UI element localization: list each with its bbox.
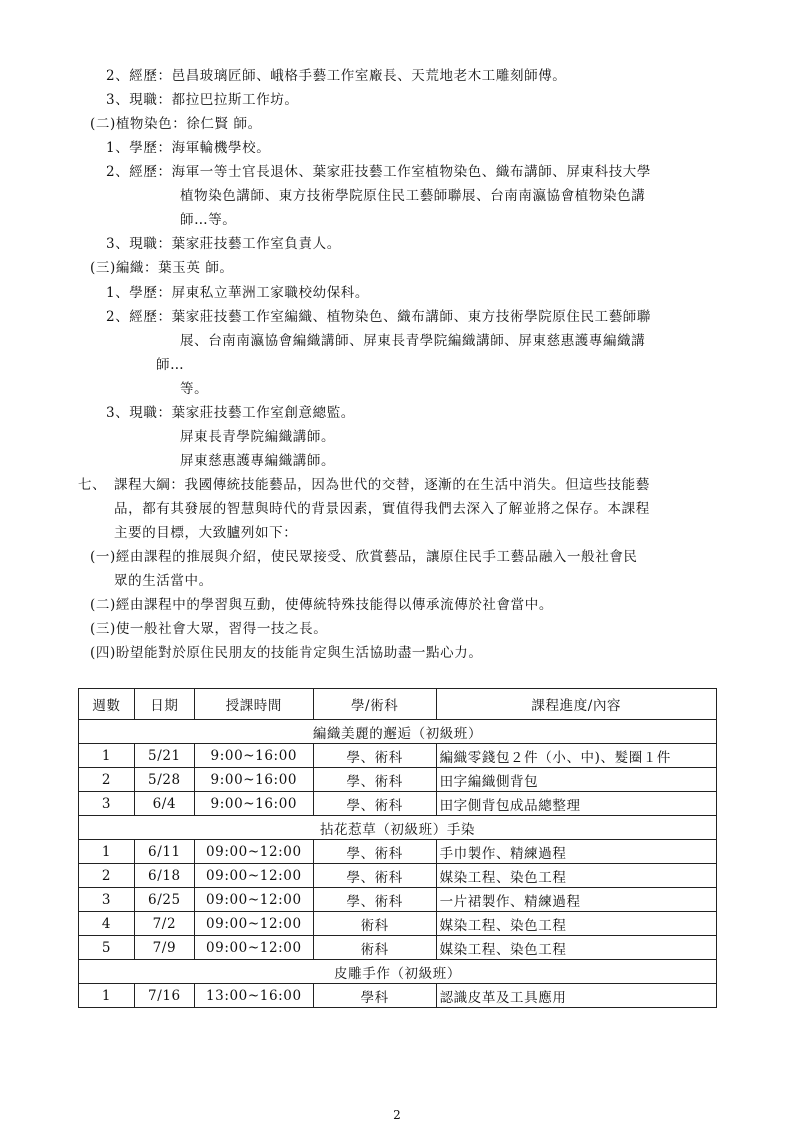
week-cell: 1 — [79, 984, 135, 1008]
time-cell: 9:00~16:00 — [194, 768, 313, 792]
type-cell: 學科 — [313, 984, 436, 1008]
date-cell: 5/28 — [134, 768, 194, 792]
time-cell: 09:00~12:00 — [194, 888, 313, 912]
text-line: 眾的生活當中。 — [114, 573, 213, 589]
content-cell: 田字側背包成品總整理 — [436, 792, 716, 816]
time-cell: 9:00~16:00 — [194, 792, 313, 816]
week-cell: 4 — [79, 912, 135, 936]
text-line: 2、經歷：海軍一等士官長退休、葉家莊技藝工作室植物染色、織布講師、屏東科技大學 — [106, 164, 651, 180]
date-cell: 6/18 — [134, 864, 194, 888]
text-line: 等。 — [180, 381, 209, 397]
text-line: 主要的目標，大致臚列如下： — [114, 525, 298, 541]
text-line: 3、現職：葉家莊技藝工作室負責人。 — [106, 236, 341, 252]
table-row — [79, 792, 717, 816]
table-row — [79, 984, 717, 1008]
date-cell: 6/11 — [134, 840, 194, 864]
table-row — [79, 864, 717, 888]
week-cell: 2 — [79, 768, 135, 792]
type-cell: 學、術科 — [313, 864, 436, 888]
content-cell: 編織零錢包２件（小、中)、髮圈１件 — [436, 744, 716, 768]
date-cell: 6/4 — [134, 792, 194, 816]
column-header: 日期 — [134, 689, 194, 720]
text-line: (二)經由課程中的學習與互動，使傳統特殊技能得以傳承流傳於社會當中。 — [90, 597, 553, 613]
table-section-row — [79, 816, 717, 840]
week-cell: 3 — [79, 888, 135, 912]
type-cell: 術科 — [313, 936, 436, 960]
content-cell: 媒染工程、染色工程 — [436, 936, 716, 960]
text-line: (四)盼望能對於原住民朋友的技能肯定與生活協助盡一點心力。 — [90, 645, 483, 661]
text-line: 師… — [156, 357, 185, 373]
column-header: 授課時間 — [194, 689, 313, 720]
column-header: 課程進度/內容 — [436, 689, 716, 720]
table-section-row — [79, 720, 717, 744]
course-schedule-table — [78, 688, 717, 1008]
text-line: 2、經歷：葉家莊技藝工作室編織、植物染色、織布講師、東方技術學院原住民工藝師聯 — [106, 309, 651, 325]
section-heading: (二)植物染色：徐仁賢 師。 — [90, 116, 262, 132]
table-row — [79, 840, 717, 864]
week-cell: 5 — [79, 936, 135, 960]
type-cell: 術科 — [313, 912, 436, 936]
date-cell: 6/25 — [134, 888, 194, 912]
text-line: 屏東慈惠護專編織講師。 — [180, 453, 336, 469]
table-row — [79, 768, 717, 792]
section-title: 編織美麗的邂逅（初級班） — [79, 720, 717, 744]
table-row — [79, 744, 717, 768]
content-cell: 一片裙製作、精練過程 — [436, 888, 716, 912]
text-line: 展、台南南瀛協會編織講師、屏東長青學院編織講師、屏東慈惠護專編織講 — [180, 333, 646, 349]
content-cell: 媒染工程、染色工程 — [436, 912, 716, 936]
content-cell: 媒染工程、染色工程 — [436, 864, 716, 888]
type-cell: 學、術科 — [313, 744, 436, 768]
type-cell: 學、術科 — [313, 888, 436, 912]
week-cell: 1 — [79, 840, 135, 864]
type-cell: 學、術科 — [313, 840, 436, 864]
date-cell: 7/2 — [134, 912, 194, 936]
text-line: 3、現職：都拉巴拉斯工作坊。 — [106, 92, 299, 108]
table-header-row — [79, 689, 717, 720]
text-line: 植物染色講師、東方技術學院原住民工藝師聯展、台南南瀛協會植物染色講 — [180, 188, 646, 204]
date-cell: 7/9 — [134, 936, 194, 960]
table-section-row — [79, 960, 717, 984]
time-cell: 9:00~16:00 — [194, 744, 313, 768]
date-cell: 7/16 — [134, 984, 194, 1008]
text-line: 1、學歷：屏東私立華洲工家職校幼保科。 — [106, 285, 369, 301]
text-line: 3、現職：葉家莊技藝工作室創意總監。 — [106, 405, 355, 421]
time-cell: 09:00~12:00 — [194, 840, 313, 864]
section-heading: (三)編織：葉玉英 師。 — [90, 260, 234, 276]
text-line: 師…等。 — [180, 212, 237, 228]
column-header: 學/術科 — [313, 689, 436, 720]
content-cell: 認識皮革及工具應用 — [436, 984, 716, 1008]
text-line: 課程大綱：我國傳統技能藝品，因為世代的交替，逐漸的在生活中消失。但這些技能藝 — [114, 477, 650, 493]
type-cell: 學、術科 — [313, 792, 436, 816]
time-cell: 09:00~12:00 — [194, 936, 313, 960]
text-line: 品，都有其發展的智慧與時代的背景因素，實值得我們去深入了解並將之保存。本課程 — [114, 501, 650, 517]
week-cell: 1 — [79, 744, 135, 768]
date-cell: 5/21 — [134, 744, 194, 768]
content-cell: 田字編織側背包 — [436, 768, 716, 792]
table-row — [79, 936, 717, 960]
week-cell: 3 — [79, 792, 135, 816]
section-title: 皮雕手作（初級班） — [79, 960, 717, 984]
section-title: 拈花惹草（初級班）手染 — [79, 816, 717, 840]
text-line: 2、經歷：邑昌玻璃匠師、峨格手藝工作室廠長、天荒地老木工雕刻師傅。 — [106, 68, 567, 84]
week-cell: 2 — [79, 864, 135, 888]
time-cell: 09:00~12:00 — [194, 864, 313, 888]
column-header: 週數 — [79, 689, 135, 720]
section-number: 七、 — [78, 477, 107, 493]
text-line: 1、學歷：海軍輪機學校。 — [106, 140, 271, 156]
content-cell: 手巾製作、精練過程 — [436, 840, 716, 864]
table-row — [79, 888, 717, 912]
type-cell: 學、術科 — [313, 768, 436, 792]
time-cell: 13:00~16:00 — [194, 984, 313, 1008]
table-row — [79, 912, 717, 936]
page-number: 2 — [393, 1108, 401, 1122]
text-line: (一)經由課程的推展與介紹，使民眾接受、欣賞藝品，讓原住民手工藝品融入一般社會民 — [90, 549, 638, 565]
text-line: (三)使一般社會大眾，習得一技之長。 — [90, 621, 328, 637]
text-line: 屏東長青學院編織講師。 — [180, 429, 336, 445]
time-cell: 09:00~12:00 — [194, 912, 313, 936]
